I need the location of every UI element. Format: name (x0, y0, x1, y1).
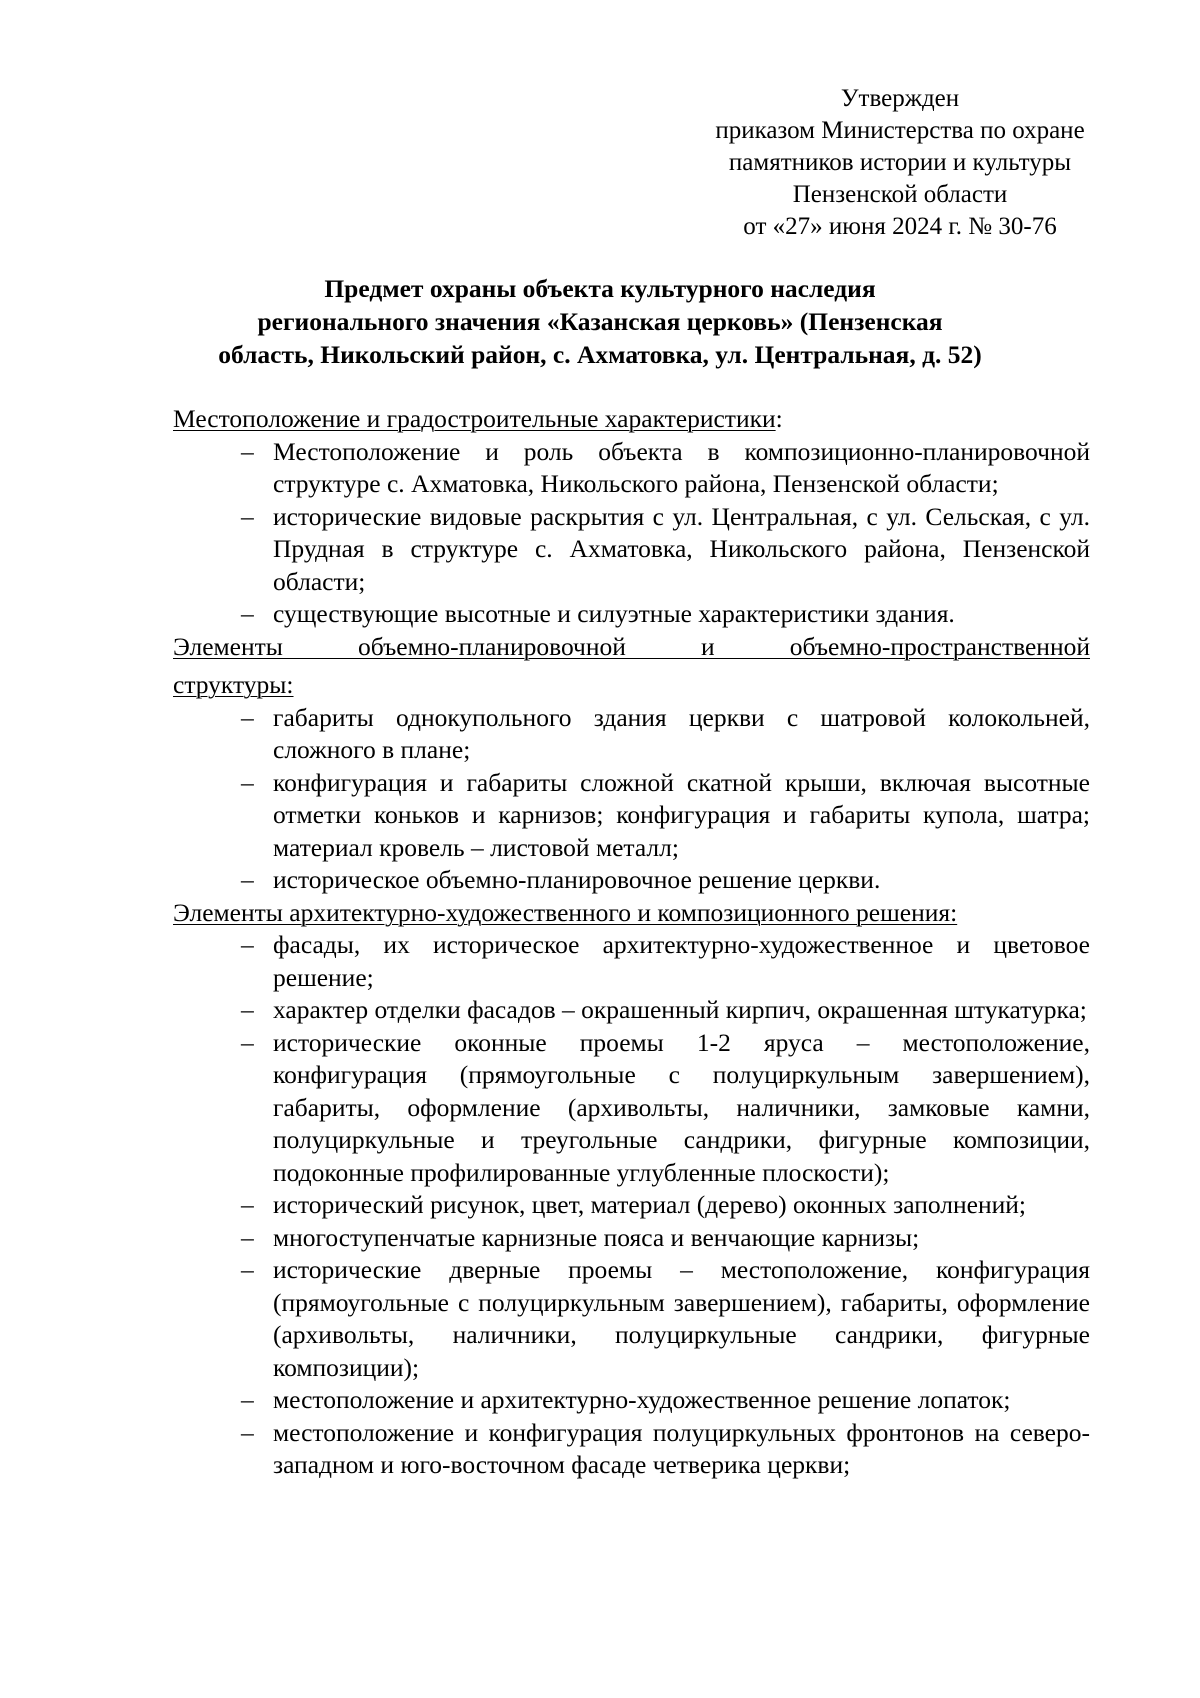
list-item (173, 767, 1090, 865)
list-marker: – (241, 1417, 254, 1447)
section-heading-location (173, 403, 1090, 436)
list-item (173, 864, 1090, 897)
approval-line: Пензенской области (792, 181, 1008, 208)
list-item-text: исторический рисунок, цвет, материал (дерево) оконных заполнений; (273, 1190, 1026, 1219)
list-item (173, 702, 1090, 767)
list-item (173, 1189, 1090, 1222)
list-marker: – (241, 1385, 254, 1414)
list-marker: – (241, 767, 254, 797)
list-item-text: характер отделки фасадов – окрашенный кирпич, окрашенная штукатурка; (273, 995, 1087, 1024)
list-item-text: Местоположение и роль объекта в композиционно-планировочной структуре с. Ахматовка, Никольского района, Пензенской области; (273, 436, 1090, 498)
approval-line: памятников истории и культуры (728, 149, 1072, 176)
list-marker: – (241, 702, 254, 732)
list-item-text: конфигурация и габариты сложной скатной крыши, включая высотные отметки коньков и карнизов; конфигурация и габариты купола, шатра; материал кровель – листовой металл; (273, 767, 1090, 862)
list-item (173, 1384, 1090, 1417)
list-item-text: местоположение и конфигурация полуциркульных фронтонов на северо-западном и юго-восточном фасаде четверика церкви; (273, 1417, 1090, 1479)
list-marker: – (241, 501, 254, 531)
list-item-text: многоступенчатые карнизные пояса и венчающие карнизы; (273, 1222, 920, 1252)
list-item-text: исторические видовые раскрытия с ул. Центральная, с ул. Сельская, с ул. Прудная в структуре с. Ахматовка, Никольского района, Пензенской области; (273, 501, 1090, 596)
list-item-text: исторические дверные проемы – местоположение, конфигурация (прямоугольные с полуциркульным завершением), габариты, оформление (архивольты, наличники, полуциркульные сандрики, фигурные композиции); (273, 1255, 1090, 1382)
list-item (173, 436, 1090, 501)
list-marker: – (241, 1190, 254, 1219)
list-item (173, 1254, 1090, 1384)
list-marker: – (241, 1255, 254, 1284)
approval-line: приказом Министерства по охране (715, 117, 1085, 144)
title-line: область, Никольский район, с. Ахматовка, ул. Центральная, д. 52) (218, 340, 982, 369)
list-item (173, 929, 1090, 994)
list-marker: – (241, 1027, 254, 1057)
list-item-text: историческое объемно-планировочное решение церкви. (273, 865, 881, 894)
list-item-text: существующие высотные и силуэтные характеристики здания. (273, 599, 955, 628)
title-line: Предмет охраны объекта культурного наследия (324, 274, 876, 303)
document-body (173, 403, 1090, 1482)
list-item (173, 1417, 1090, 1482)
section-heading-structure: Элементы объемно-планировочной и объемно-пространственной (173, 631, 1090, 661)
document-title (120, 272, 1080, 371)
section-heading-text: Местоположение и градостроительные характеристики (173, 404, 776, 433)
list-marker: – (241, 599, 254, 628)
structure-list (173, 702, 1090, 897)
approval-stamp (700, 83, 1100, 243)
list-item (173, 994, 1090, 1027)
list-marker: – (241, 995, 254, 1024)
section-heading-architecture (173, 897, 1090, 930)
heading-colon: : (775, 404, 783, 433)
list-item-text: габариты однокупольного здания церкви с шатровой колокольней, сложного в плане; (273, 702, 1090, 764)
approval-line: от «27» июня 2024 г. № 30-76 (743, 213, 1057, 240)
approval-line: Утвержден (840, 85, 960, 112)
list-item (173, 1222, 1090, 1255)
list-marker: – (241, 865, 254, 894)
section-heading-text: структуры: (173, 670, 294, 699)
section-heading-text: Элементы архитектурно-художественного и композиционного решения: (173, 897, 958, 927)
section-heading-structure-cont (173, 669, 1090, 702)
list-item (173, 501, 1090, 599)
list-marker: – (241, 1222, 254, 1252)
list-item (173, 598, 1090, 631)
list-item (173, 1027, 1090, 1190)
list-marker: – (241, 436, 254, 466)
list-item-text: фасады, их историческое архитектурно-художественное и цветовое решение; (273, 930, 1090, 992)
list-marker: – (241, 930, 254, 959)
list-item-text: местоположение и архитектурно-художественное решение лопаток; (273, 1385, 1011, 1414)
list-item-text: исторические оконные проемы 1-2 яруса – местоположение, конфигурация (прямоугольные с полуциркульным завершением), габариты, оформление (архивольты, наличники, замковые камни, полуциркульные и треугольные сандрики, фигурные композиции, подоконные профилированные углубленные плоскости); (273, 1027, 1090, 1187)
architecture-list (173, 929, 1090, 1482)
title-line: регионального значения «Казанская церковь» (Пензенская (257, 307, 943, 336)
location-list (173, 436, 1090, 631)
